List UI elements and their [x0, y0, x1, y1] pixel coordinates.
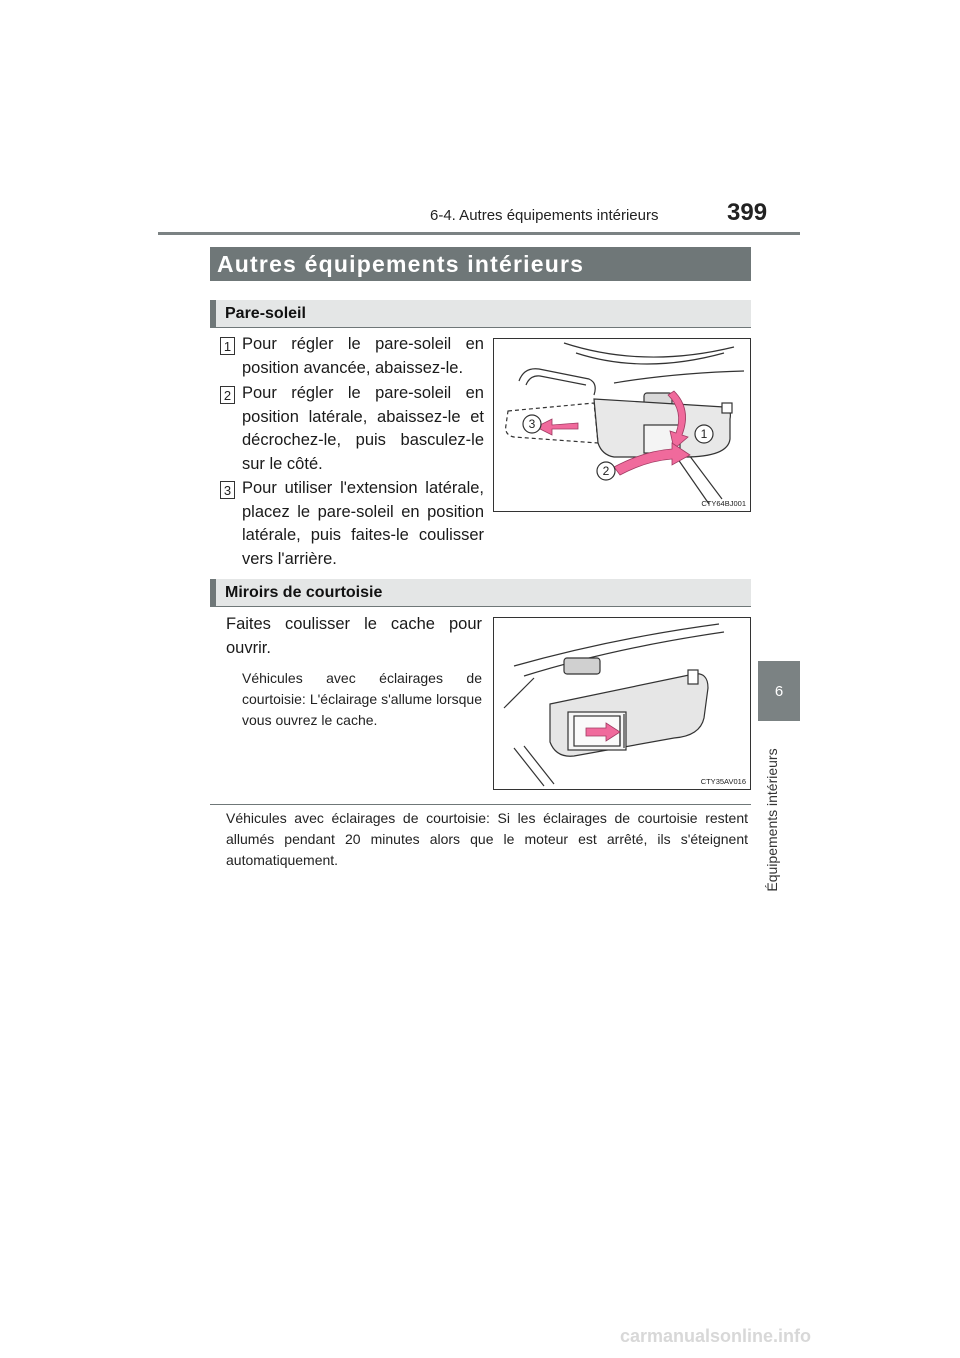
- section-heading-sun-visors: Pare-soleil: [210, 300, 751, 328]
- footnote-text: Véhicules avec éclairages de courtoisie: Si les éclairages de courtoisie restent allumés pendant 20 minutes alors que le moteur est arrêté, ils s'éteignent automatiquement.: [226, 810, 748, 868]
- step-text-1: Pour régler le pare-soleil en position avancée, abaissez-le.: [242, 335, 484, 377]
- running-header-section: 6-4. Autres équipements intérieurs: [430, 207, 659, 224]
- section-heading-vanity-mirrors: Miroirs de courtoisie: [210, 579, 751, 607]
- chapter-tab-title: [742, 730, 802, 910]
- callout-1: 1: [700, 427, 708, 441]
- step-number-1: 1: [220, 337, 235, 355]
- vanity-mirror-instruction: Faites coulisser le cache pour ouvrir.: [226, 615, 482, 657]
- chapter-tab-number: 6: [758, 661, 800, 721]
- footnote-divider: [210, 804, 751, 805]
- chapter-tab-label: Équipements intérieurs: [764, 748, 780, 892]
- sun-visor-illustration: [493, 338, 751, 512]
- callout-3: 3: [528, 417, 536, 431]
- step-number-3: 3: [220, 481, 235, 499]
- callout-2: 2: [602, 464, 610, 478]
- figure-code-2: CTY35AV016: [700, 777, 746, 786]
- step-number-2: 2: [220, 386, 235, 404]
- step-text-2: Pour régler le pare-soleil en position latérale, abaissez-le et décrochez-le, puis basculez-le sur le côté.: [242, 384, 484, 473]
- figure-code: CTY64BJ001: [701, 499, 746, 508]
- page-number: 399: [727, 199, 768, 226]
- vanity-mirror-illustration: [493, 617, 751, 790]
- header-divider: [158, 232, 800, 235]
- step-text-3: Pour utiliser l'extension latérale, placez le pare-soleil en position latérale, puis faites-le coulisser vers l'arrière.: [242, 479, 484, 568]
- page-title: Autres équipements intérieurs: [210, 247, 751, 281]
- vanity-mirror-note: Véhicules avec éclairages de courtoisie: L'éclairage s'allume lorsque vous ouvrez le cache.: [242, 670, 482, 728]
- watermark: carmanualsonline.info: [620, 1326, 812, 1346]
